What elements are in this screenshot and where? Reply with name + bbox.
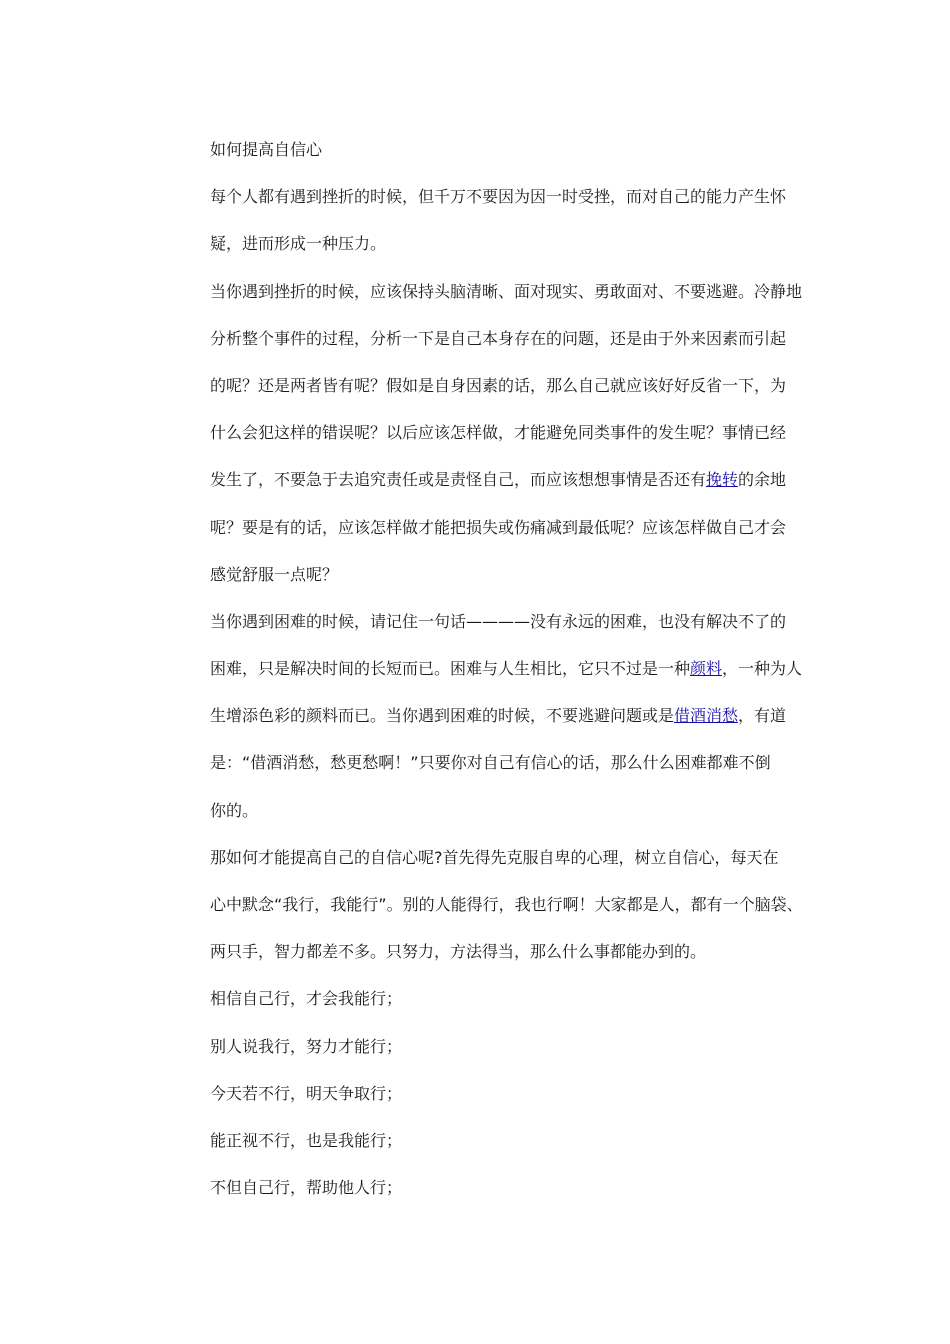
paragraph-line: 是：“借酒消愁，愁更愁啊！”只要你对自己有信心的话，那么什么困难都难不倒 [210, 753, 771, 773]
paragraph-2 [210, 268, 816, 598]
paragraph-3 [210, 598, 816, 834]
paragraph-line: 分析整个事件的过程，分析一下是自己本身存在的问题，还是由于外来因素而引起 [210, 328, 787, 348]
verse-line: 能正视不行，也是我能行； [210, 1130, 403, 1150]
text-segment: 困难，只是解决时间的长短而已。困难与人生相比，它只不过是一种 [210, 659, 691, 679]
paragraph-line: 两只手，智力都差不多。只努力，方法得当，那么什么事都能办到的。 [210, 942, 707, 962]
paragraph-line: 疑，进而形成一种压力。 [210, 234, 387, 254]
verse-list [210, 975, 816, 1211]
verse-line: 不但自己行，帮助他人行； [210, 1178, 403, 1198]
verse-line: 今天若不行，明天争取行； [210, 1083, 403, 1103]
paragraph-line: 你的。 [210, 800, 259, 820]
text-segment: ，有道 [738, 706, 787, 726]
paragraph-line: 那如何才能提高自己的自信心呢?首先得先克服自卑的心理，树立自信心，每天在 [210, 847, 779, 867]
paragraph-1 [210, 173, 816, 267]
paragraph-line: 什么会犯这样的错误呢？以后应该怎样做，才能避免同类事件的发生呢？事情已经 [210, 423, 787, 443]
paragraph-line: 每个人都有遇到挫折的时候，但千万不要因为因一时受挫，而对自己的能力产生怀 [210, 187, 787, 207]
verse-line: 别人说我行，努力才能行； [210, 1036, 403, 1056]
paragraph-line: 的呢？还是两者皆有呢？假如是自身因素的话，那么自己就应该好好反省一下，为 [210, 375, 787, 395]
document-page [210, 126, 816, 1211]
paragraph-4 [210, 834, 816, 976]
document-title: 如何提高自信心 [210, 140, 323, 159]
verse-line: 相信自己行，才会我能行； [210, 989, 403, 1009]
paragraph-line [210, 456, 816, 503]
text-segment: ，一种为人 [722, 659, 803, 679]
text-segment: 发生了，不要急于去追究责任或是责怪自己，而应该想想事情是否还有 [210, 470, 707, 490]
link-wanzhuan[interactable]: 挽转 [706, 470, 739, 490]
text-segment: 的余地 [738, 470, 787, 490]
paragraph-line [210, 645, 816, 692]
paragraph-line: 当你遇到困难的时候，请记住一句话————没有永远的困难，也没有解决不了的 [210, 611, 787, 631]
paragraph-line: 当你遇到挫折的时候，应该保持头脑清晰、面对现实、勇敢面对、不要逃避。冷静地 [210, 281, 803, 301]
paragraph-line: 呢？要是有的话，应该怎样做才能把损失或伤痛减到最低呢？应该怎样做自己才会 [210, 517, 787, 537]
paragraph-line [210, 692, 816, 739]
text-segment: 生增添色彩的颜料而已。当你遇到困难的时候，不要逃避问题或是 [210, 706, 675, 726]
link-yanliao[interactable]: 颜料 [690, 659, 723, 679]
link-jiejiuxiaochou[interactable]: 借酒消愁 [674, 706, 739, 726]
paragraph-line: 感觉舒服一点呢？ [210, 564, 339, 584]
paragraph-line: 心中默念“我行，我能行”。别的人能得行，我也行啊！大家都是人，都有一个脑袋、 [210, 895, 803, 914]
